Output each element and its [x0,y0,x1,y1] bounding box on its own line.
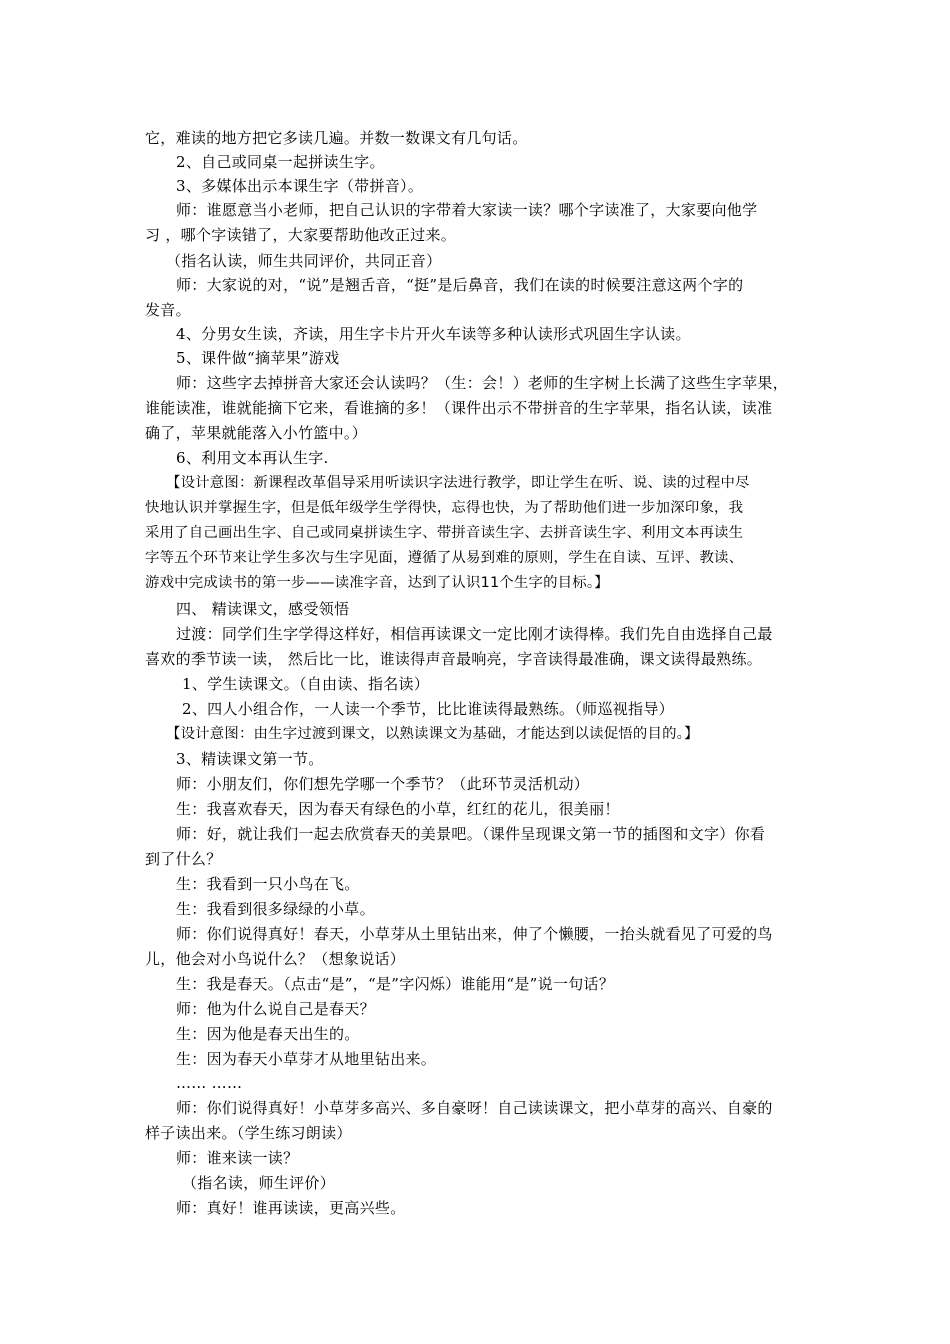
paragraph-line: 喜欢的季节读一读， 然后比一比，谁读得声音最响亮，字音读得最准确，课文读得最熟练。 [145,650,763,668]
dialogue-line: 师：你们说得真好！春天，小草芽从土里钻出来，伸了个懒腰，一抬头就看见了可爱的鸟 [176,925,773,943]
paragraph-line: 谁能读准，谁就能摘下它来，看谁摘的多！（课件出示不带拼音的生字苹果，指名认读，读准 [145,399,773,417]
list-item: 5、课件做“摘苹果”游戏 [176,349,340,367]
design-intent-line: 游戏中完成读书的第一步——读准字音，达到了认识11个生字的目标。】 [145,575,609,591]
paragraph-line: 确了，苹果就能落入小竹篮中。） [145,424,368,442]
section-heading: 四、 精读课文，感受领悟 [176,600,350,618]
list-item: 3、精读课文第一节。 [176,750,324,768]
paragraph-line: 师：大家说的对，“说”是翘舌音，“挺”是后鼻音，我们在读的时候要注意这两个字的 [176,276,744,294]
dialogue-line: （指名读，师生评价） [182,1174,336,1192]
paragraph-line: 师：这些字去掉拼音大家还会认读吗？（生：会！）老师的生字树上长满了这些生字苹果， [176,374,789,392]
paragraph-line: 它，难读的地方把它多读几遍。并数一数课文有几句话。 [145,129,528,147]
dialogue-line: 师：你们说得真好！小草芽多高兴、多自豪呀！自己读读课文，把小草芽的高兴、自豪的 [176,1099,773,1117]
design-intent-line: 【设计意图：新课程改革倡导采用听读识字法进行教学，即让学生在听、说、读的过程中尽 [166,475,750,491]
list-item: 3、多媒体出示本课生字（带拼音）。 [176,177,424,195]
dialogue-line: 儿，他会对小鸟说什么？（想象说话） [145,950,406,968]
dialogue-line: 到了什么？ [145,850,222,868]
list-item: 4、分男女生读，齐读，用生字卡片开火车读等多种认读形式巩固生字认读。 [176,325,691,343]
paragraph-line: 师：谁愿意当小老师，把自己认识的字带着大家读一读？哪个字读准了，大家要向他学 [176,201,758,219]
list-item: 2、四人小组合作，一人读一个季节，比比谁读得最熟练。（师巡视指导） [182,700,674,718]
list-item: 1、学生读课文。（自由读、指名读） [182,675,430,693]
dialogue-line: 师：好，就让我们一起去欣赏春天的美景吧。（课件呈现课文第一节的插图和文字）你看 [176,825,766,843]
dialogue-line: 生：因为他是春天出生的。 [176,1025,360,1043]
dialogue-line: 师：小朋友们，你们想先学哪一个季节？（此环节灵活机动） [176,775,590,793]
design-intent-line: 【设计意图：由生字过渡到课文，以熟读课文为基础，才能达到以读促悟的目的。】 [166,726,699,742]
design-intent-line: 字等五个环节来让学生多次与生字见面，遵循了从易到难的原则，学生在自读、互评、教读、 [145,550,744,566]
design-intent-line: 快地认识并掌握生字，但是低年级学生学得快，忘得也快，为了帮助他们进一步加深印象，我 [145,500,744,516]
dialogue-line: 师：谁来读一读？ [176,1149,299,1167]
dialogue-line: 师：他为什么说自己是春天？ [176,1000,375,1018]
list-item: 6、利用文本再认生字. [176,449,329,467]
dialogue-line: 生：我看到一只小鸟在飞。 [176,875,360,893]
paragraph-line: 习 ，哪个字读错了，大家要帮助他改正过来。 [145,226,457,244]
dialogue-line: 样子读出来。（学生练习朗读） [145,1124,352,1142]
paragraph-line: （指名认读，师生共同评价，共同正音） [166,252,442,270]
paragraph-line: 过渡：同学们生字学得这样好，相信再读课文一定比刚才读得棒。我们先自由选择自己最 [176,625,773,643]
dialogue-line: 生：我是春天。（点击“是”，“是”字闪烁）谁能用“是”说一句话？ [176,975,615,993]
list-item: 2、自己或同桌一起拼读生字。 [176,153,385,171]
design-intent-line: 采用了自己画出生字、自己或同桌拼读生字、带拼音读生字、去拼音读生字、利用文本再读生 [145,525,744,541]
dialogue-line: 师：真好！谁再读读，更高兴些。 [176,1199,406,1217]
dialogue-line: 生：我喜欢春天，因为春天有绿色的小草，红红的花儿，很美丽！ [176,800,620,818]
paragraph-line: 发音。 [145,301,191,319]
dialogue-line: 生：我看到很多绿绿的小草。 [176,900,375,918]
dialogue-line: 生：因为春天小草芽才从地里钻出来。 [176,1050,437,1068]
ellipsis-line: …… …… [176,1074,243,1092]
